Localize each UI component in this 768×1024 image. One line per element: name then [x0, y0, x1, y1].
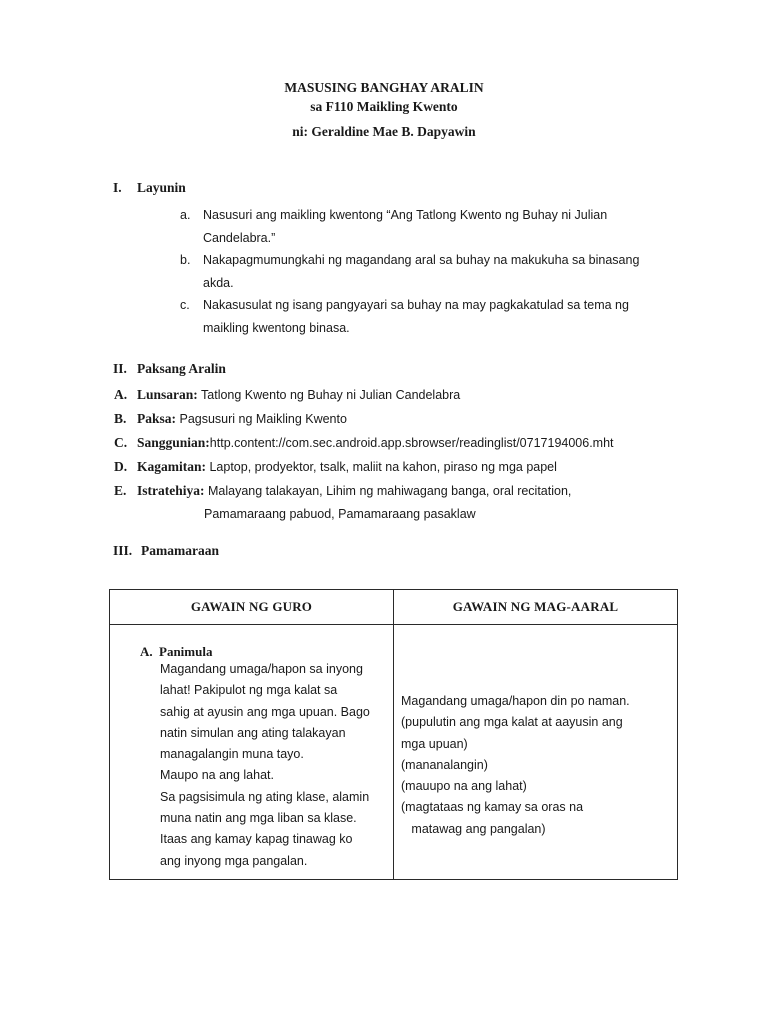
guro-line: lahat! Pakipulot ng mga kalat sa: [160, 683, 338, 698]
mag-aaral-text: [401, 691, 676, 840]
objective-text: Nakapagmumungkahi ng magandang aral sa buhay na makukuha sa binasang: [203, 253, 640, 267]
paksa-item-kagamitan: [114, 455, 714, 479]
guro-line: Itaas ang kamay kapag tinawag ko: [160, 832, 353, 847]
item-value: Pagsusuri ng Maikling Kwento: [176, 412, 347, 426]
item-label: Sanggunian:: [137, 435, 210, 450]
objective-text: akda.: [203, 275, 234, 290]
mag-aaral-line: (mauupo na ang lahat): [401, 779, 527, 794]
panimula-letter: A.: [140, 644, 153, 659]
mag-aaral-line: (mananalangin): [401, 757, 488, 772]
mag-aaral-line: Magandang umaga/hapon din po naman.: [401, 694, 630, 708]
objective-item: [180, 249, 680, 294]
panimula-heading: [140, 644, 212, 660]
author-line: ni: Geraldine Mae B. Dapyawin: [292, 124, 476, 139]
guro-line: Sa pagsisimula ng ating klase, alamin: [160, 789, 370, 804]
section-numeral: I.: [113, 180, 122, 195]
item-label: Kagamitan:: [137, 459, 206, 474]
paksa-item-sanggunian: [114, 431, 714, 455]
lesson-plan-title: [0, 78, 768, 141]
section-layunin-heading: [113, 180, 186, 196]
guro-line: muna natin ang mga liban sa klase.: [160, 811, 357, 826]
guro-line: managalangin muna tayo.: [160, 747, 304, 762]
guro-line: Magandang umaga/hapon sa inyong: [160, 662, 363, 676]
section-title: Pamamaraan: [141, 543, 219, 558]
list-letter: c.: [180, 298, 190, 312]
list-letter: E.: [114, 483, 127, 498]
section-numeral: III.: [113, 543, 133, 558]
objectives-list: [180, 204, 680, 339]
objective-text: Nakasusulat ng isang pangyayari sa buhay na may pagkakatulad sa tema ng: [203, 298, 629, 312]
mag-aaral-line: mga upuan): [401, 736, 468, 751]
mag-aaral-cell: [394, 625, 678, 880]
mag-aaral-line: (magtataas ng kamay sa oras na: [401, 800, 584, 815]
mag-aaral-line: (pupulutin ang mga kalat at aayusin ang: [401, 715, 623, 730]
item-value: http.content://com.sec.android.app.sbrowser/readinglist/0717194006.mht: [209, 436, 614, 450]
title-line-1: MASUSING BANGHAY ARALIN: [284, 80, 484, 95]
list-letter: a.: [180, 208, 191, 222]
guro-line: ang inyong mga pangalan.: [160, 853, 308, 868]
list-letter: D.: [114, 459, 128, 474]
item-value-continued: Pamamaraang pabuod, Pamamaraang pasaklaw: [204, 507, 476, 521]
section-paksang-aralin-heading: [113, 361, 226, 377]
section-title: Paksang Aralin: [137, 361, 226, 376]
objective-text: maikling kwentong binasa.: [203, 320, 350, 335]
table-header-row: [110, 590, 678, 625]
item-label: Paksa:: [137, 411, 177, 426]
guro-line: natin simulan ang ating talakayan: [160, 725, 346, 740]
guro-line: sahig at ayusin ang mga upuan. Bago: [160, 704, 370, 719]
item-label: Istratehiya:: [137, 483, 205, 498]
column-header-mag-aaral: GAWAIN NG MAG-AARAL: [394, 590, 678, 625]
paksa-item-paksa: [114, 407, 714, 431]
objective-item: [180, 294, 680, 339]
objective-text: Candelabra.”: [203, 230, 276, 245]
guro-cell: [110, 625, 394, 880]
objective-item: [180, 204, 680, 249]
panimula-title: Panimula: [159, 644, 213, 659]
item-label: Lunsaran:: [137, 387, 198, 402]
section-pamamaraan-heading: [113, 543, 219, 559]
objective-text: Nasusuri ang maikling kwentong “Ang Tatlong Kwento ng Buhay ni Julian: [203, 208, 608, 222]
mag-aaral-line: matawag ang pangalan): [401, 821, 546, 836]
guro-line: Maupo na ang lahat.: [160, 768, 274, 783]
section-title: Layunin: [137, 180, 186, 195]
paksa-item-lunsaran: [114, 383, 714, 407]
paksang-aralin-list: [114, 383, 714, 526]
list-letter: b.: [180, 253, 191, 267]
item-value: Malayang talakayan, Lihim ng mahiwagang banga, oral recitation,: [204, 484, 572, 498]
item-value: Laptop, prodyektor, tsalk, maliit na kahon, piraso ng mga papel: [206, 460, 557, 474]
list-letter: A.: [114, 387, 128, 402]
column-header-guro: GAWAIN NG GURO: [110, 590, 394, 625]
paksa-item-istratehiya: [114, 479, 714, 526]
table-row: [110, 625, 678, 880]
title-line-2: sa F110 Maikling Kwento: [310, 99, 458, 114]
item-value: Tatlong Kwento ng Buhay ni Julian Candelabra: [197, 388, 461, 402]
list-letter: B.: [114, 411, 127, 426]
section-numeral: II.: [113, 361, 127, 376]
activities-table: [109, 589, 678, 880]
list-letter: C.: [114, 435, 128, 450]
guro-text: [160, 659, 390, 872]
